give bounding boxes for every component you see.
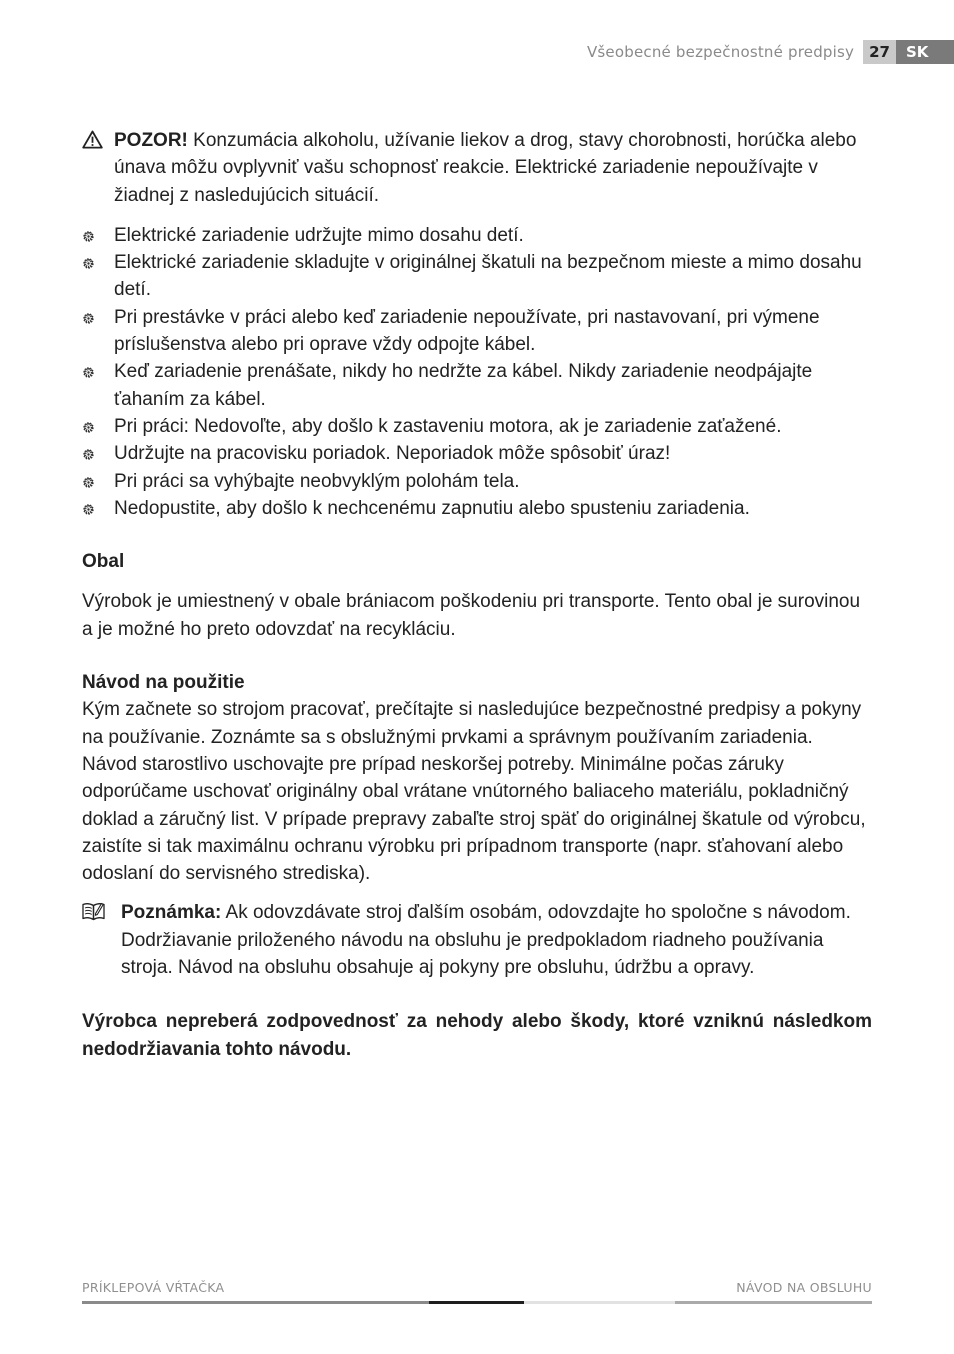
gear-bullet-icon <box>82 421 95 434</box>
list-item-text: Elektrické zariadenie udržujte mimo dosahu detí. <box>114 224 524 246</box>
list-item-text: Elektrické zariadenie skladujte v originálnej škatuli na bezpečnom mieste a mimo dosahu detí. <box>114 252 862 301</box>
page-content <box>82 127 872 1063</box>
header-title: Všeobecné bezpečnostné predpisy <box>586 43 855 61</box>
list-item-text: Udržujte na pracovisku poriadok. Neporiadok môže spôsobiť úraz! <box>114 443 671 465</box>
list-item-text: Keď zariadenie prenášate, nikdy ho nedržte za kábel. Nikdy zariadenie neodpájajte ťahaním za kábel. <box>114 361 813 410</box>
page-number: 27 <box>863 40 896 64</box>
list-item <box>82 440 872 467</box>
note-paragraph <box>82 899 872 981</box>
warning-text: Konzumácia alkoholu, užívanie liekov a drog, stavy chorobnosti, horúčka alebo únava môžu ovplyvniť vašu schopnosť reakcie. Elektrické zariadenie nepoužívajte v žiadnej z nasledujúcich situácií. <box>114 130 857 206</box>
list-item <box>82 222 872 249</box>
list-item <box>82 468 872 495</box>
gear-bullet-icon <box>82 476 95 489</box>
footer-product-name: PRÍKLEPOVÁ VŔTAČKA <box>82 1280 225 1295</box>
packaging-paragraph: Výrobok je umiestnený v obale brániacom poškodeniu pri transporte. Tento obal je surovinou a je možné ho preto odovzdať na recykláciu. <box>82 591 861 640</box>
footer-bar-segment <box>82 1301 429 1304</box>
list-item <box>82 495 872 522</box>
disclaimer-paragraph: Výrobca nepreberá zodpovednosť za nehody alebo škody, ktoré vzniknú následkom nedodržiavania tohto návodu. <box>82 1011 872 1060</box>
list-item <box>82 358 872 413</box>
list-item <box>82 413 872 440</box>
footer-bar-segment <box>429 1301 524 1304</box>
footer-bar-segment <box>675 1301 872 1304</box>
list-item <box>82 304 872 359</box>
gear-bullet-icon <box>82 503 95 516</box>
warning-paragraph <box>82 127 872 209</box>
gear-bullet-icon <box>82 257 95 270</box>
footer-color-bar <box>82 1301 872 1305</box>
open-book-icon <box>82 901 105 921</box>
note-label: Poznámka: <box>121 902 222 924</box>
footer-bar-segment <box>524 1301 675 1304</box>
list-item-text: Pri prestávke v práci alebo keď zariadenie nepoužívate, pri nastavovaní, pri výmene príslušenstva alebo pri oprave vždy odpojte kábel. <box>114 306 820 356</box>
gear-bullet-icon <box>82 366 95 379</box>
footer-manual-label: NÁVOD NA OBSLUHU <box>736 1280 872 1295</box>
gear-bullet-icon <box>82 448 95 461</box>
language-badge: SK <box>896 40 954 64</box>
safety-list <box>82 222 872 522</box>
page-footer <box>82 1280 872 1305</box>
warning-label: POZOR! <box>114 130 188 151</box>
list-item <box>82 249 872 304</box>
gear-bullet-icon <box>82 312 95 325</box>
note-text: Ak odovzdávate stroj ďalším osobám, odovzdajte ho spoločne s návodom. Dodržiavanie priloženého návodu na obsluhu je predpokladom riadneho používania stroja. Návod na obsluhu obsahuje aj pokyny pre obsluhu, údržbu a opravy. <box>121 902 851 979</box>
gear-bullet-icon <box>82 230 95 243</box>
instructions-paragraph: Kým začnete so strojom pracovať, prečítajte si nasledujúce bezpečnostné predpisy a pokyny na používanie. Zoznámte sa s obslužnými prvkami a správnym používaním zariadenia. Návod starostlivo uschovajte pre prípad neskoršej potreby. Minimálne počas záruky odporúčame uschovať originálny obal vrátane vnútorného baliaceho materiálu, pokladničný doklad a záručný list. V prípade prepravy zabaľte stroj späť do originálnej škatule od výrobcu, zaistíte si tak maximálnu ochranu výrobku pri prípadnom transporte (napr. sťahovaní alebo odoslaní do servisného strediska). <box>82 699 866 885</box>
list-item-text: Pri práci: Nedovoľte, aby došlo k zastaveniu motora, ak je zariadenie zaťažené. <box>114 415 782 437</box>
instructions-heading: Návod na použitie <box>82 672 245 694</box>
list-item-text: Pri práci sa vyhýbajte neobvyklým polohám tela. <box>114 470 520 492</box>
page-header <box>587 40 954 64</box>
packaging-heading: Obal <box>82 551 125 573</box>
list-item-text: Nedopustite, aby došlo k nechcenému zapnutiu alebo spusteniu zariadenia. <box>114 497 750 519</box>
warning-icon <box>82 130 103 149</box>
